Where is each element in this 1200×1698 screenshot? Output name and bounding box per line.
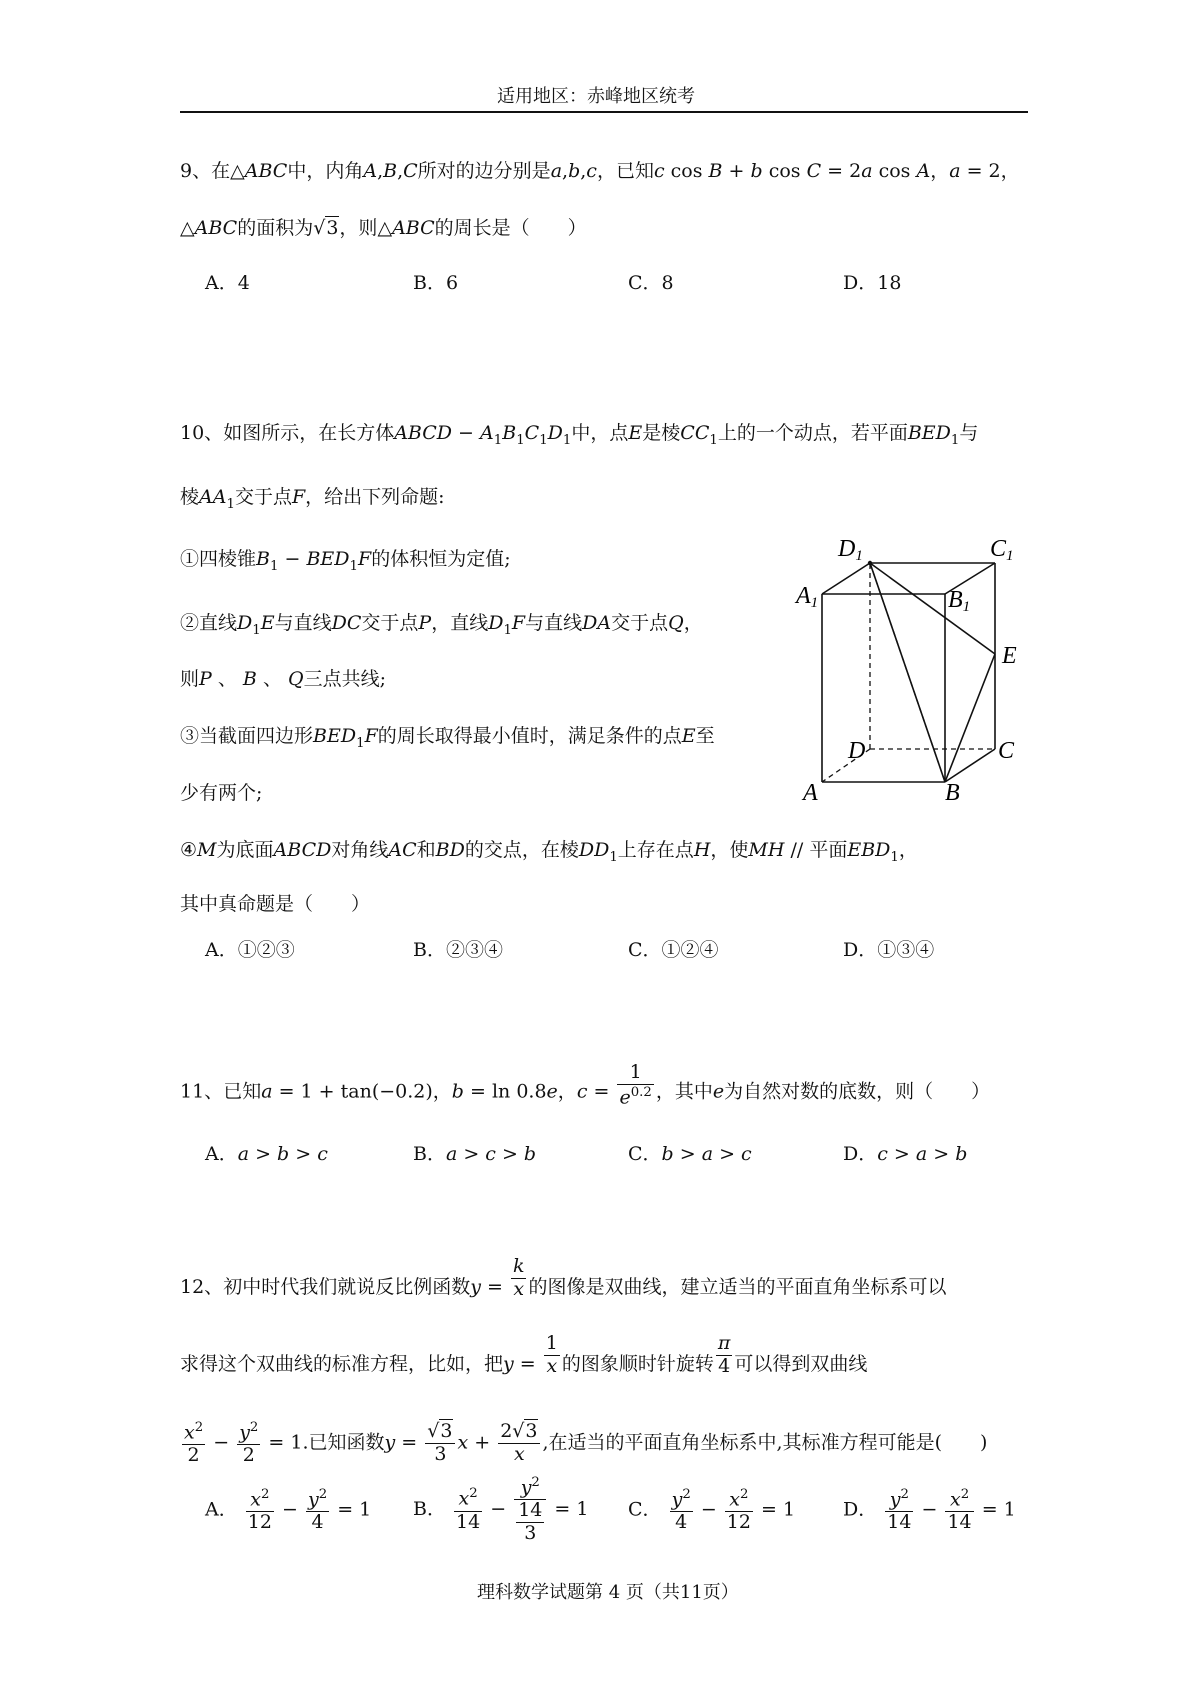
label-c1: C1 (990, 536, 1014, 564)
q11-line1: 11、已知a = 1 + tan(−0.2)，b = ln 0.8e，c = $\frac{1}{e^{0.2}}$ ，其中e为自然对数的底数，则（ ） (180, 1061, 991, 1109)
edge-d1-a1 (822, 563, 870, 594)
label-d1: D1 (838, 536, 863, 564)
q12-line2: 求得这个双曲线的标准方程，比如，把y = $\frac{1}{x}$ 的图象顺时针旋转 $\frac{\pi}{4}$ 可以得到双曲线 (180, 1331, 868, 1377)
point-d1 (868, 561, 872, 565)
q9-option-c[interactable]: C．8 (628, 272, 674, 294)
line-d1-e (870, 563, 995, 654)
q10-statement-1: ①四棱锥$B_1 - BED_1F$的体积恒为定值; (180, 548, 511, 574)
q12-option-a[interactable]: A． $\frac{x^2}{12}$ − $\frac{y^2}{4}$ = 1 (205, 1487, 372, 1534)
label-e: E (1002, 643, 1017, 669)
q9-line1: 9、在△ABC中，内角A,B,C所对的边分别是a,b,c，已知c cos B + b cos C = 2a cos A，a = 2， (180, 160, 1020, 182)
q10-line2: 棱$AA_1$交于点F，给出下列命题: (180, 486, 445, 512)
q11-option-a[interactable]: A．a > b > c (205, 1143, 328, 1165)
label-a1: A1 (796, 583, 819, 611)
q10-statement-3b: 少有两个; (180, 782, 263, 804)
label-d: D (848, 738, 866, 764)
label-c: C (998, 738, 1015, 764)
q10-statement-2b: 则P 、 B 、 Q三点共线; (180, 668, 386, 690)
q10-statement-3a: ③当截面四边形$BED_1F$的周长取得最小值时，满足条件的点E至 (180, 725, 715, 751)
q10-option-b[interactable]: B．②③④ (413, 939, 503, 961)
q9-line2: △ABC的面积为√3，则△ABC的周长是（ ） (180, 217, 587, 239)
q11-option-b[interactable]: B．a > c > b (413, 1143, 537, 1165)
label-b: B (945, 780, 960, 806)
q12-line3: $\frac{x^2}{2}$ − $\frac{y^2}{2}$ = 1.已知函数y = $\frac{√3}{3}$ x + $\frac{2√3}{x}$ ,在适当的平面直角坐标系中,其标准方程可能是( ) (184, 1420, 988, 1467)
q10-question: 其中真命题是（ ） (180, 893, 371, 915)
q9-option-b[interactable]: B．6 (413, 272, 459, 294)
q9-option-a[interactable]: A．4 (205, 272, 250, 294)
q10-option-d[interactable]: D．①③④ (843, 939, 935, 961)
q10-statement-2a: ②直线$D_1E$与直线DC交于点P，直线$D_1F$与直线DA交于点Q， (180, 612, 703, 638)
page-header: 适用地区：赤峰地区统考 (497, 86, 695, 107)
q12-option-b[interactable]: B． $\frac{x^2}{14}$ − $\frac{y^2}{\frac{14}{3}}$ = 1 (413, 1475, 589, 1545)
q10-option-a[interactable]: A．①②③ (205, 939, 295, 961)
q11-option-d[interactable]: D．c > a > b (843, 1143, 968, 1165)
label-b1: B1 (948, 587, 971, 615)
q10-statement-4: ④M为底面ABCD对角线AC和BD的交点，在棱$DD_1$上存在点H，使MH // 平面$EBD_1$， (180, 839, 918, 865)
line-b-e (945, 654, 995, 782)
q12-line1: 12、初中时代我们就说反比例函数y = $\frac{k}{x}$ 的图像是双曲线，建立适当的平面直角坐标系可以 (180, 1254, 947, 1300)
q10-option-c[interactable]: C．①②④ (628, 939, 719, 961)
q12-option-d[interactable]: D． $\frac{y^2}{14}$ − $\frac{x^2}{14}$ = 1 (843, 1487, 1016, 1534)
q12-option-c[interactable]: C． $\frac{y^2}{4}$ − $\frac{x^2}{12}$ = 1 (628, 1487, 796, 1534)
cuboid-figure (790, 528, 1030, 808)
q10-line1: 10、如图所示，在长方体ABCD − $A_1B_1C_1D_1$中，点E是棱$CC_1$上的一个动点，若平面$BED_1$与 (180, 422, 979, 448)
page-footer: 理科数学试题第 4 页（共11页） (477, 1582, 739, 1603)
edge-b-c (945, 749, 995, 782)
label-a: A (803, 780, 818, 806)
q9-option-d[interactable]: D．18 (843, 272, 902, 294)
header-rule (180, 111, 1028, 113)
q11-option-c[interactable]: C．b > a > c (628, 1143, 752, 1165)
